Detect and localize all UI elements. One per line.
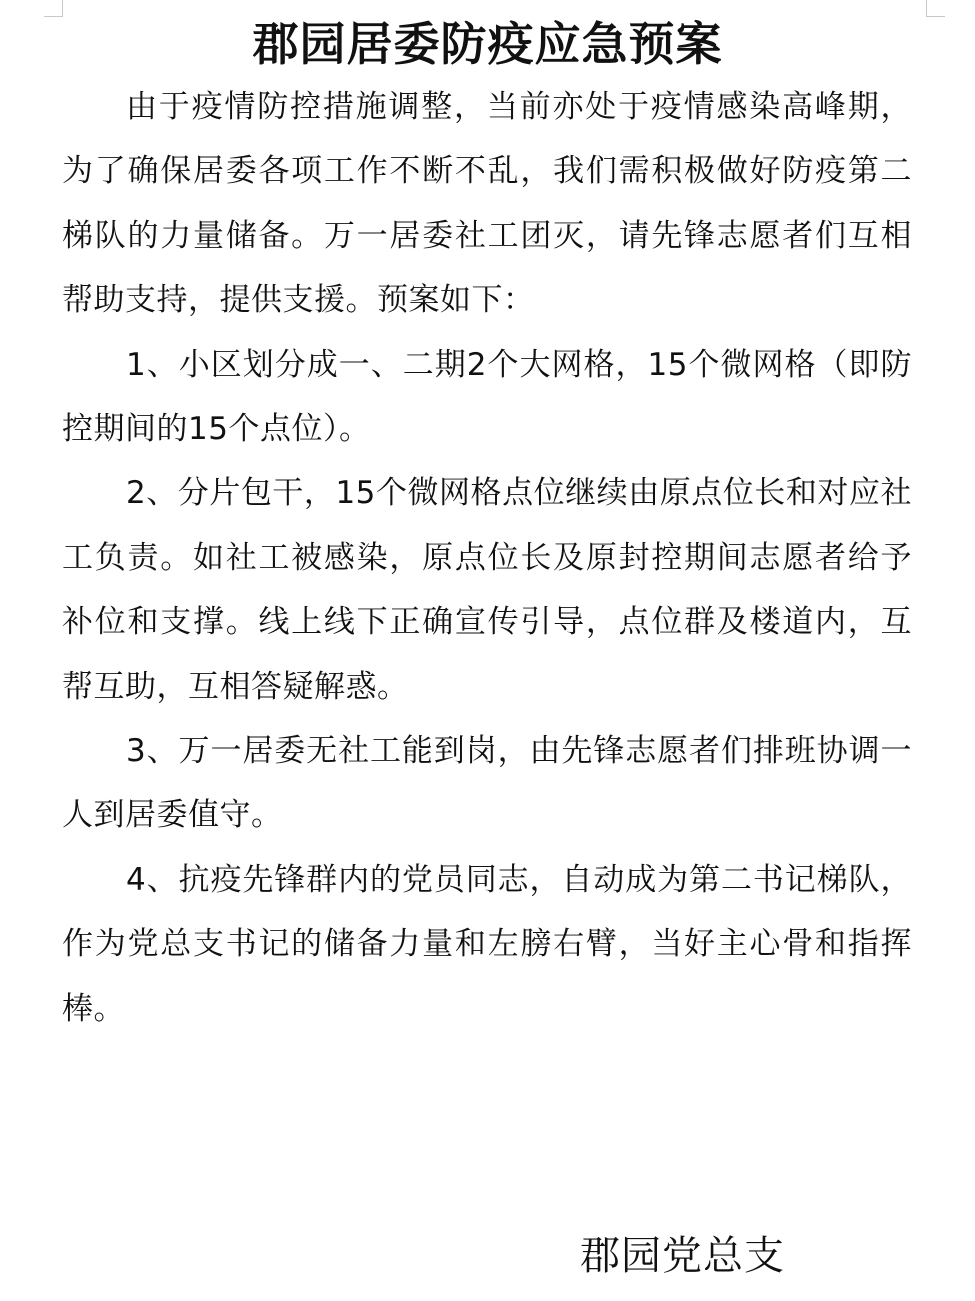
document-title: 郡园居委防疫应急预案 xyxy=(252,17,723,71)
item-3-paragraph: 3、万一居委无社工能到岗，由先锋志愿者们排班协调一人到居委值守。 xyxy=(62,733,912,834)
signature: 郡园党总支 xyxy=(580,1233,785,1279)
document-body xyxy=(62,75,912,1041)
intro-paragraph: 由于疫情防控措施调整，当前亦处于疫情感染高峰期，为了确保居委各项工作不断不乱，我们需积极做好防疫第二梯队的力量储备。万一居委社工团灭，请先锋志愿者们互相帮助支持，提供支援。预案如下： xyxy=(62,89,912,319)
item-1-paragraph: 1、小区划分成一、二期2个大网格，15个微网格（即防控期间的15个点位）。 xyxy=(62,346,912,448)
item-4-paragraph: 4、抗疫先锋群内的党员同志，自动成为第二书记梯队，作为党总支书记的储备力量和左膀右臂，当好主心骨和指挥棒。 xyxy=(62,861,912,1027)
item-2-paragraph: 2、分片包干，15个微网格点位继续由原点位长和对应社工负责。如社工被感染，原点位长及原封控期间志愿者给予补位和支撑。线上线下正确宣传引导，点位群及楼道内，互帮互助，互相答疑解惑。 xyxy=(62,475,912,705)
